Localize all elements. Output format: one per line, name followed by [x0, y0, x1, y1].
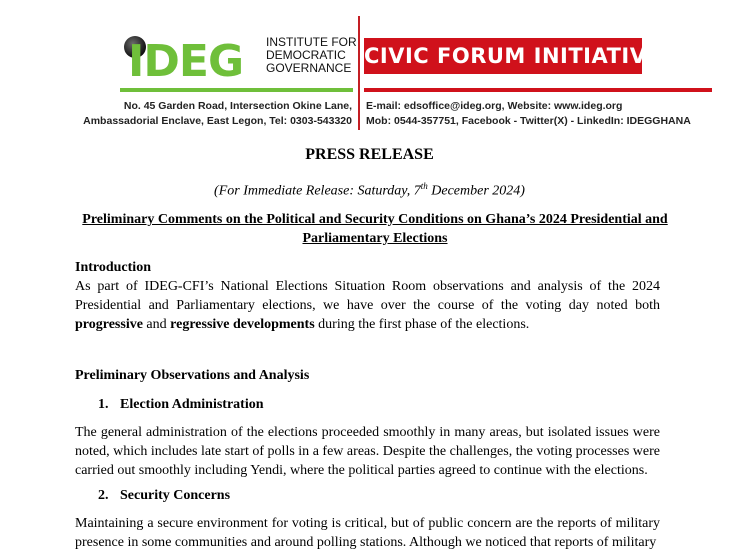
vertical-divider — [358, 16, 360, 130]
red-divider — [364, 88, 712, 92]
ideg-logo-letters: IDEG — [128, 36, 244, 87]
ideg-logo-text — [266, 36, 357, 75]
green-divider — [120, 88, 353, 92]
section-2-heading: 2. Security Concerns — [98, 488, 231, 503]
prelim-heading: Preliminary Observations and Analysis — [75, 368, 310, 383]
section-2-paragraph: Maintaining a secure environment for voting is critical, but of public concern are the reports of military presence in some communities and around polling stations. Although we noticed that reports of military — [75, 516, 660, 550]
release-date: (For Immediate Release: Saturday, 7th December 2024) — [214, 181, 525, 199]
page-title: PRESS RELEASE — [305, 146, 434, 163]
press-headline: Preliminary Comments on the Political and Security Conditions on Ghana’s 2024 Presidential and Parliamentary Elections — [82, 212, 668, 246]
address-line: No. 45 Garden Road, Intersection Okine Lane, — [123, 100, 352, 112]
logo-text-line: INSTITUTE FOR — [266, 35, 357, 49]
logo-text-line: GOVERNANCE — [266, 61, 352, 75]
logo-text-line: DEMOCRATIC — [266, 48, 346, 62]
contact-line: Mob: 0544-357751, Facebook - Twitter(X) - LinkedIn: IDEGGHANA — [366, 115, 691, 127]
section-1-paragraph: The general administration of the elections proceeded smoothly in many areas, but isolated issues were noted, which includes late start of polls in a few areas. Despite the challenges, the voting processes were carried out smoothly including Yendi, where the political parties agreed to continue with the elections. — [75, 425, 660, 478]
contact-line: E-mail: edsoffice@ideg.org, Website: www.ideg.org — [366, 100, 623, 112]
section-1-heading: 1. Election Administration — [98, 397, 264, 412]
intro-paragraph: As part of IDEG-CFI’s National Elections Situation Room observations and analysis of the 2024 Presidential and Parliamentary elections, we have over the course of the voting day noted both progressive and regressive developments during the first phase of the elections. — [75, 279, 660, 332]
address-block — [80, 99, 352, 129]
intro-heading: Introduction — [75, 260, 151, 275]
address-line: Ambassadorial Enclave, East Legon, Tel: 0303-543320 — [83, 115, 352, 127]
contact-block — [366, 99, 691, 129]
civic-forum-banner: CIVIC FORUM INITIATIVE — [364, 38, 642, 74]
